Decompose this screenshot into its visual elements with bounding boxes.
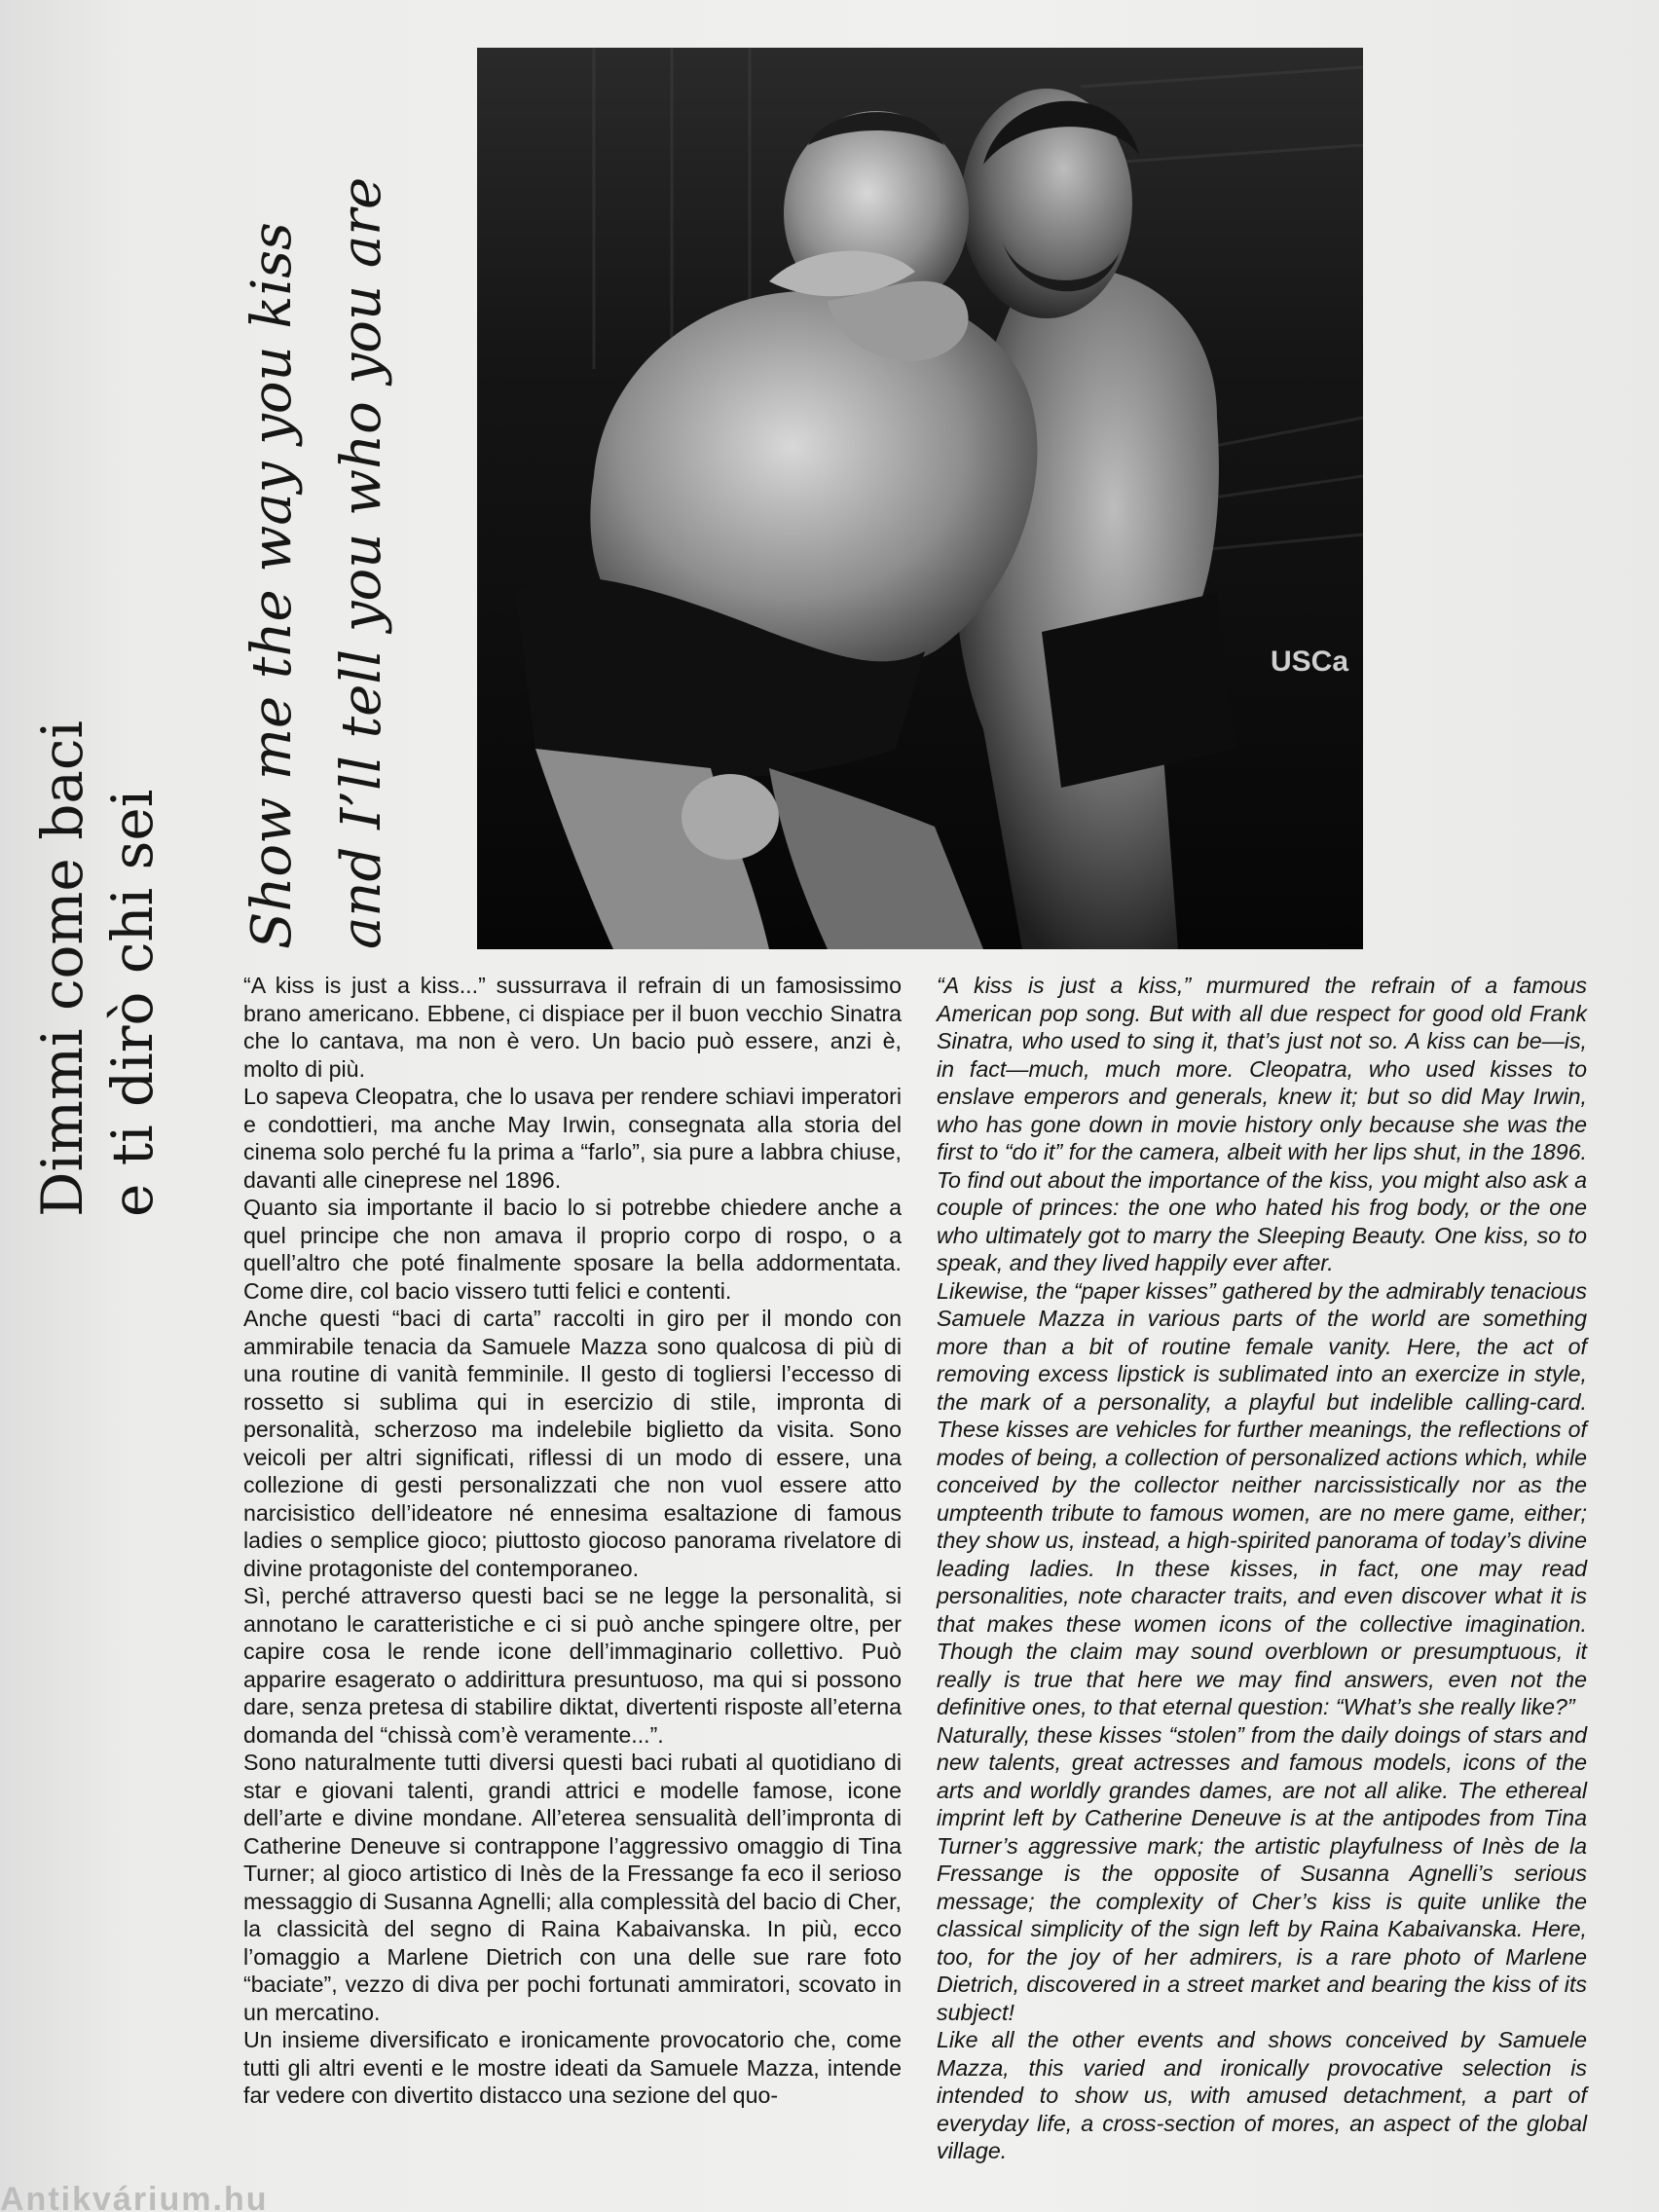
italian-text-column — [243, 972, 902, 2110]
english-title-line-1: Show me the way you kiss — [240, 222, 304, 949]
italian-paragraph: “A kiss is just a kiss...” sussurrava il refrain di un famosissimo brano americano. Ebbene, ci dispiace per il buon vecchio Sinatra che lo cantava, ma non è vero. Un bacio può essere, anzi è, molto di più. — [243, 973, 902, 1082]
wrestlers-photo — [477, 48, 1363, 949]
italian-title-line-1: Dimmi come baci — [29, 720, 95, 1217]
english-title-line-2: and I’ll tell you who you are — [330, 176, 393, 949]
italian-paragraph: Quanto sia importante il bacio lo si potrebbe chiedere anche a quel principe che non amava il proprio corpo di rospo, o a quell’altro che poté finalmente sposare la bella addormentata. Come dire, col bacio vissero tutti felici e contenti. — [243, 1195, 902, 1304]
english-paragraph: “A kiss is just a kiss,” murmured the refrain of a famous American pop song. But with all due respect for good old Frank Sinatra, who used to sing it, that’s just not so. A kiss can be—is, in fact—much, much more. Cleopatra, who used kisses to enslave emperors and generals, knew it; but so did May Irwin, who has gone down in movie history only because she was the first to “do it” for the camera, albeit with her lips shut, in the 1896. To find out about the importance of the kiss, you might also ask a couple of princes: the one who hated his frog body, or the one who ultimately got to marry the Sleeping Beauty. One kiss, so to speak, and they lived happily ever after. — [937, 973, 1587, 1275]
italian-paragraph: Un insieme diversificato e ironicamente provocatorio che, come tutti gli altri eventi e le mostre ideati da Samuele Mazza, intende far vedere con divertito distacco una sezione del quo- — [243, 2027, 902, 2108]
italian-paragraph: Sì, perché attraverso questi baci se ne legge la personalità, si annotano le caratteristiche e ci si può anche spingere oltre, per capire cosa le rende icone dell’immaginario collettivo. Può apparire esagerato o addirittura presuntuoso, ma qui si possono dare, senza pretesa di stabilire diktat, divertenti risposte all’eterna domanda del “chissà com’è veramente...”. — [243, 1583, 902, 1748]
italian-paragraph: Lo sapeva Cleopatra, che lo usava per rendere schiavi imperatori e condottieri, ma anche May Irwin, consegnata alla storia del cinema solo perché fu la prima a “farlo”, sia pure a labbra chiuse, davanti alle cineprese nel 1896. — [243, 1084, 902, 1193]
english-paragraph: Naturally, these kisses “stolen” from the daily doings of stars and new talents, great actresses and famous models, icons of the arts and worldly grandes dames, are not all alike. The ethereal imprint left by Catherine Deneuve is at the antipodes from Tina Turner’s aggressive mark; the artistic playfulness of Inès de la Fressange is the opposite of Susanna Agnelli’s serious message; the complexity of Cher’s kiss is quite unlike the classical simplicity of the sign left by Raina Kabaivanska. Here, too, for the joy of her admirers, is a rare photo of Marlene Dietrich, discovered in a street market and bearing the kiss of its subject! — [937, 1721, 1587, 2025]
watermark: Antikvárium.hu — [0, 2181, 269, 2212]
arena-sign-text: USCa — [1271, 645, 1349, 678]
italian-title-line-2: e ti dirò chi sei — [99, 789, 166, 1217]
italian-paragraph: Sono naturalmente tutti diversi questi baci rubati al quotidiano di star e giovani talenti, grandi attrici e modelle famose, icone dell’arte e divine mondane. All’eterea sensualità dell’impronta di Catherine Deneuve si contrappone l’aggressivo omaggio di Tina Turner; al gioco artistico di Inès de la Fressange fa eco il serioso messaggio di Susanna Agnelli; alla complessità del bacio di Cher, la classicità del segno di Raina Kabaivanska. In più, ecco l’omaggio a Marlene Dietrich con una delle sue rare foto “baciate”, vezzo di diva per pochi fortunati ammiratori, scovato in un mercatino. — [243, 1750, 902, 2025]
english-paragraph: Like all the other events and shows conceived by Samuele Mazza, this varied and ironically provocative selection is intended to show us, with amused detachment, a part of everyday life, a cross-section of mores, an aspect of the global village. — [937, 2027, 1587, 2163]
english-paragraph: Likewise, the “paper kisses” gathered by the admirably tenacious Samuele Mazza in various parts of the world are something more than a bit of routine female vanity. Here, the act of removing excess lipstick is sublimated into an exercize in style, the mark of a personality, a playful but indelible calling-card. These kisses are vehicles for further meanings, the reflections of modes of being, a collection of personalized actions which, while conceived by the collector neither narcissistically nor as the umpteenth tribute to famous women, are no mere game, either; they show us, instead, a high-spirited panorama of today’s divine leading ladies. In these kisses, in fact, one may read personalities, note character traits, and even discover what it is that makes these women icons of the collective imagination. Though the claim may sound overblown or presumptuous, it really is true that here we may find answers, even not the definitive ones, to that eternal question: “What’s she really like?” — [937, 1277, 1587, 1719]
english-title — [228, 44, 407, 949]
italian-title — [27, 672, 167, 1217]
italian-paragraph: Anche questi “baci di carta” raccolti in giro per il mondo con ammirabile tenacia da Samuele Mazza sono qualcosa di più di una routine di vanità femminile. Il gesto di togliersi l’eccesso di rossetto si sublima qui in esercizio di stile, impronta di personalità, scherzoso ma indelebile biglietto da visita. Sono veicoli per altri significati, riflessi di un modo di essere, una collezione di gesti personalizzati che non vuol essere atto narcisistico dell’ideatore né ennesima esaltazione di famous ladies o semplice gioco; piuttosto giocoso panorama rivelatore di divine protagoniste del contemporaneo. — [243, 1306, 902, 1581]
english-text-column — [937, 972, 1587, 2165]
wrestlers-illustration — [477, 48, 1363, 949]
